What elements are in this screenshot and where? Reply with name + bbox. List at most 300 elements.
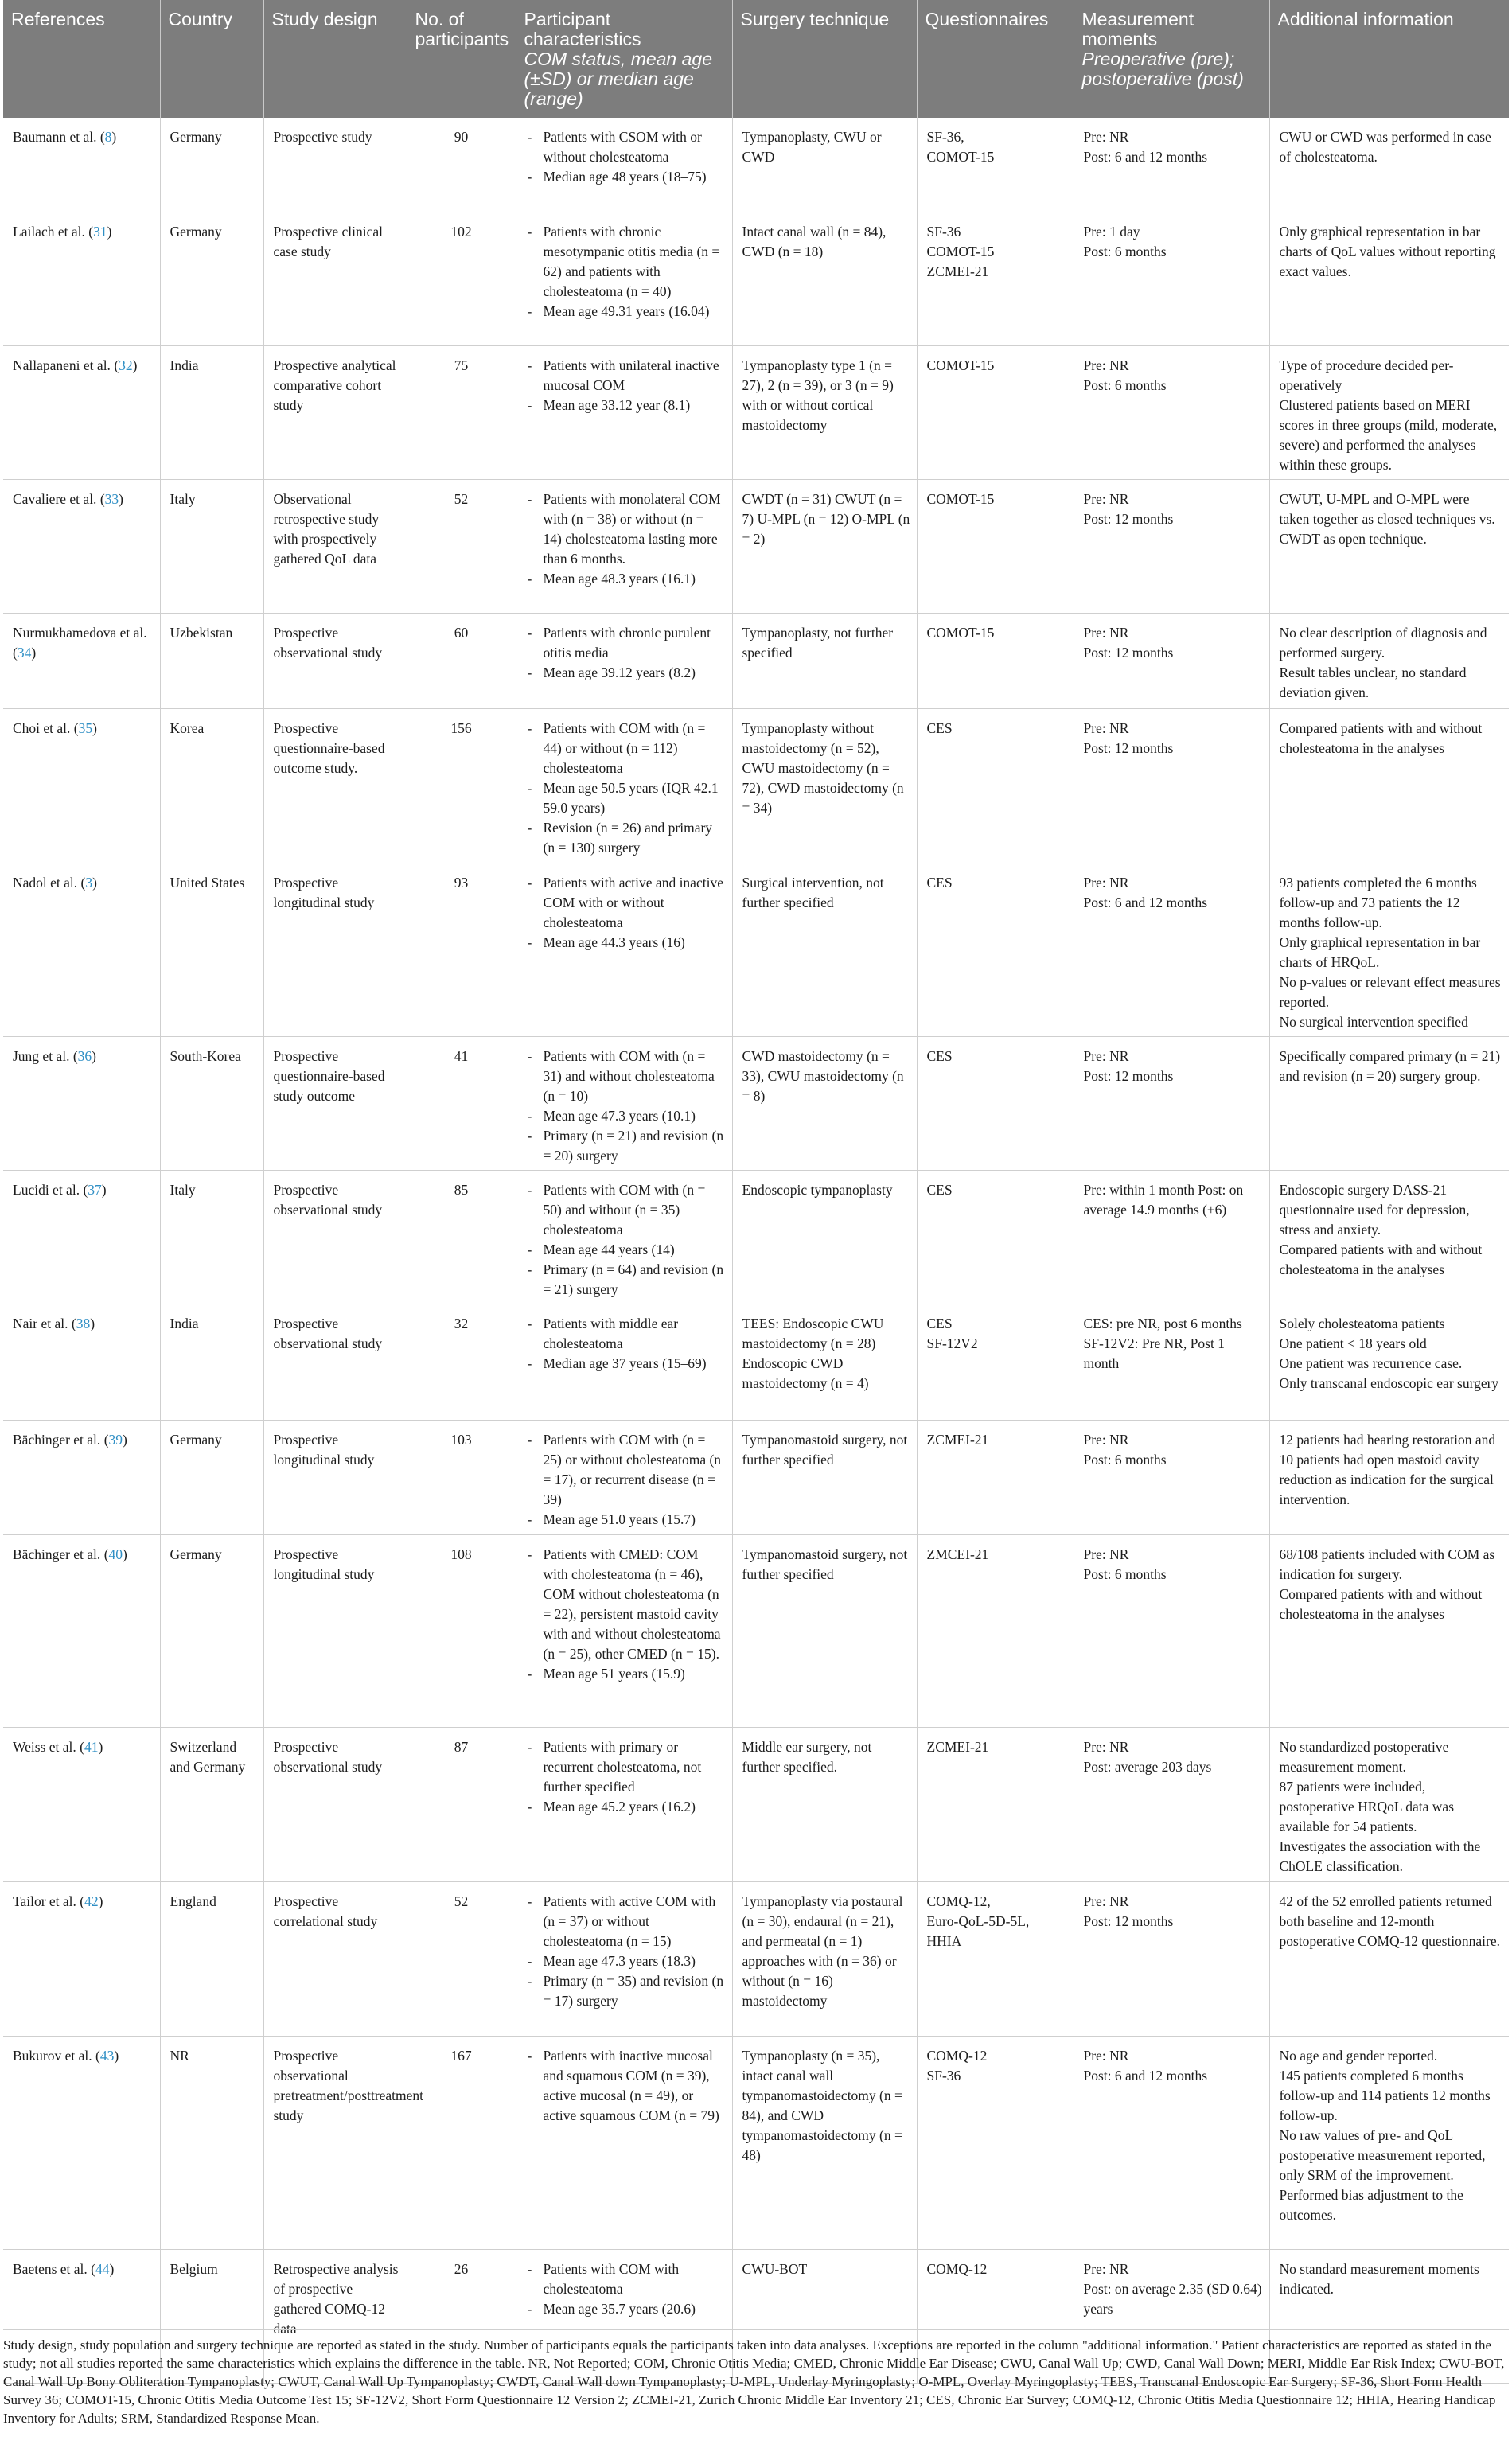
questionnaires-cell	[917, 212, 1074, 345]
characteristic-item: - Primary (n = 35) and revision (n = 17) surgery	[526, 1971, 726, 2011]
characteristics-cell	[516, 863, 732, 1036]
measurement-moments-cell	[1074, 613, 1269, 708]
additional-info-line: 68/108 patients included with COM as indication for surgery.	[1279, 1546, 1495, 1582]
additional-info-line: Result tables unclear, no standard deviation given.	[1279, 664, 1467, 700]
characteristics-list	[526, 1737, 726, 1817]
column-header-additional-information	[1269, 0, 1509, 118]
questionnaire-item: COMQ-12,	[926, 1893, 991, 1909]
country-cell: India	[160, 345, 263, 479]
additional-info-cell	[1269, 1534, 1509, 1727]
characteristics-cell	[516, 1036, 732, 1170]
characteristic-item: - Patients with CMED: COM with cholesteatoma (n = 46), COM without cholesteatoma (n = 22), persistent mastoid cavity with and without cholesteatoma (n = 25), other CMED (n = 15).	[526, 1545, 726, 1664]
questionnaire-item: COMOT-15	[926, 357, 995, 373]
reference-cell: Bächinger et al. (39)	[3, 1420, 160, 1534]
column-header-label: Additional information	[1277, 9, 1454, 29]
additional-info-cell	[1269, 1304, 1509, 1420]
reference-cell: Nurmukhamedova et al. (34)	[3, 613, 160, 708]
questionnaires-cell	[917, 1727, 1074, 1881]
characteristics-cell	[516, 1420, 732, 1534]
characteristics-cell	[516, 2036, 732, 2249]
table-header	[3, 0, 1509, 118]
study-design-cell: Prospective longitudinal study	[263, 1534, 407, 1727]
participants-cell: 87	[407, 1727, 516, 1881]
surgery-technique-cell: Surgical intervention, not further specified	[732, 863, 917, 1036]
measurement-moment: Pre: NR	[1083, 357, 1129, 373]
reference-cell: Nadol et al. (3)	[3, 863, 160, 1036]
column-header-sublabel: Preoperative (pre); postoperative (post)	[1081, 49, 1244, 89]
participants-cell: 52	[407, 479, 516, 613]
surgery-technique-cell: Tympanomastoid surgery, not further specified	[732, 1534, 917, 1727]
measurement-moment: Pre: within 1 month Post: on average 14.9 months (±6)	[1083, 1181, 1244, 1218]
questionnaire-item: CES	[926, 1181, 953, 1198]
characteristics-list	[526, 1047, 726, 1166]
measurement-moment: Post: 6 and 12 months	[1083, 894, 1208, 910]
characteristic-item: - Patients with active COM with (n = 37) or without cholesteatoma (n = 15)	[526, 1892, 726, 1951]
additional-info-cell	[1269, 1881, 1509, 2036]
questionnaires-cell	[917, 118, 1074, 212]
additional-info-line: No clear description of diagnosis and performed surgery.	[1279, 624, 1487, 661]
questionnaire-item: SF-36	[926, 2067, 961, 2084]
reference-cell: Lucidi et al. (37)	[3, 1170, 160, 1304]
additional-info-cell	[1269, 345, 1509, 479]
reference-author: Lucidi et al.	[13, 1181, 80, 1198]
measurement-moments-cell	[1074, 1036, 1269, 1170]
additional-info-line: No standard measurement moments indicated.	[1279, 2260, 1479, 2297]
characteristic-item: - Mean age 49.31 years (16.04)	[526, 302, 726, 322]
additional-info-line: Only transcanal endoscopic ear surgery	[1279, 1374, 1499, 1391]
reference-link[interactable]: 39	[108, 1431, 123, 1448]
characteristics-list	[526, 2259, 726, 2319]
column-header-label: Measurement moments	[1081, 9, 1194, 49]
reference-cell: Cavaliere et al. (33)	[3, 479, 160, 613]
additional-info-cell	[1269, 212, 1509, 345]
table-row	[3, 708, 1509, 863]
questionnaires-cell	[917, 1170, 1074, 1304]
column-header-participants	[407, 0, 516, 118]
additional-info-line: 87 patients were included, postoperative HRQoL data was available for 54 patients.	[1279, 1778, 1455, 1834]
additional-info-line: No p-values or relevant effect measures reported.	[1279, 973, 1501, 1010]
questionnaire-item: ZCMEI-21	[926, 1431, 989, 1448]
characteristic-item: - Patients with COM with (n = 25) or without cholesteatoma (n = 17), or recurrent disease (n = 39)	[526, 1430, 726, 1510]
country-cell: Korea	[160, 708, 263, 863]
additional-info-line: Endoscopic surgery DASS-21 questionnaire used for depression, stress and anxiety.	[1279, 1181, 1470, 1238]
questionnaires-cell	[917, 1420, 1074, 1534]
characteristics-list	[526, 1314, 726, 1374]
table-row	[3, 613, 1509, 708]
surgery-technique-cell: Tympanoplasty type 1 (n = 27), 2 (n = 39), or 3 (n = 9) with or without cortical mastoidectomy	[732, 345, 917, 479]
measurement-moment: Post: 12 months	[1083, 644, 1174, 661]
reference-cell: Lailach et al. (31)	[3, 212, 160, 345]
reference-link[interactable]: 44	[95, 2260, 110, 2277]
additional-info-line: Specifically compared primary (n = 21) and revision (n = 20) surgery group.	[1279, 1047, 1501, 1084]
characteristic-item: - Mean age 45.2 years (16.2)	[526, 1797, 726, 1817]
measurement-moment: SF-12V2: Pre NR, Post 1 month	[1083, 1335, 1225, 1371]
characteristics-list	[526, 719, 726, 858]
additional-info-line: 145 patients completed 6 months follow-up and 114 patients 12 months follow-up.	[1279, 2067, 1491, 2123]
reference-author: Bächinger et al.	[13, 1546, 101, 1562]
additional-info-line: One patient was recurrence case.	[1279, 1355, 1463, 1371]
reference-cell: Nallapaneni et al. (32)	[3, 345, 160, 479]
questionnaires-cell	[917, 613, 1074, 708]
country-cell: Italy	[160, 479, 263, 613]
country-cell: Germany	[160, 1420, 263, 1534]
table-footnote: Study design, study population and surgery technique are reported as stated in the study. Number of participants equals the participants taken into data analyses. Exceptions are reported in the column "additional information." Patient characteristics are reported as stated in the study; not all studies reported the same characteristics which explains the difference in the table. NR, Not Reported; COM, Chronic Otitis Media; CMED, Chronic Middle Ear Disease; CWU, Canal Wall Up; CWD, Canal Wall Down; MERI, Middle Ear Risk Index; CWU-BOT, Canal Wall Up Bony Obliteration Tympanoplasty; CWUT, Canal Wall Up Tympanoplasty; CWDT, Canal Wall down Tympanoplasty; U-MPL, Underlay Myringoplasty; O-MPL, Overlay Myringoplasty; TEES, Transcanal Endoscopic Ear Surgery; SF-36, Short Form Health Survey 36; COMOT-15, Chronic Otitis Media Outcome Test 15; SF-12V2, Short Form Questionnaire 12 Version 2; ZCMEI-21, Zurich Chronic Middle Ear Inventory 21; CES, Chronic Ear Survey; COMQ-12, Chronic Otitis Media Questionnaire 12; HHIA, Hearing Handicap Inventory for Adults; SRM, Standardized Response Mean.	[3, 2329, 1509, 2427]
questionnaire-item: COMOT-15	[926, 490, 995, 507]
surgery-technique-cell: CWU-BOT	[732, 2249, 917, 2383]
additional-info-line: Type of procedure decided per-operatively	[1279, 357, 1454, 393]
questionnaire-item: CES	[926, 874, 953, 891]
study-design-cell: Retrospective analysis of prospective gathered COMQ-12 data	[263, 2249, 407, 2383]
reference-link[interactable]: 35	[78, 719, 93, 736]
country-cell: Germany	[160, 118, 263, 212]
characteristics-cell	[516, 1304, 732, 1420]
measurement-moments-cell	[1074, 1170, 1269, 1304]
country-cell: United States	[160, 863, 263, 1036]
questionnaire-item: COMQ-12	[926, 2047, 988, 2064]
reference-author: Baetens et al.	[13, 2260, 88, 2277]
additional-info-cell	[1269, 118, 1509, 212]
characteristic-item: - Mean age 33.12 year (8.1)	[526, 396, 726, 415]
additional-info-cell	[1269, 479, 1509, 613]
additional-info-line: Solely cholesteatoma patients	[1279, 1315, 1445, 1331]
characteristic-item: - Patients with COM with (n = 44) or without (n = 112) cholesteatoma	[526, 719, 726, 778]
reference-link[interactable]: 33	[104, 490, 119, 507]
characteristic-item: - Primary (n = 21) and revision (n = 20) surgery	[526, 1126, 726, 1166]
questionnaire-item: CES	[926, 1047, 953, 1064]
participants-cell: 52	[407, 1881, 516, 2036]
study-design-cell: Prospective study	[263, 118, 407, 212]
questionnaire-item: CES	[926, 719, 953, 736]
study-design-cell: Prospective questionnaire-based outcome study.	[263, 708, 407, 863]
reference-cell: Weiss et al. (41)	[3, 1727, 160, 1881]
participants-cell: 26	[407, 2249, 516, 2383]
measurement-moment: Pre: NR	[1083, 1546, 1129, 1562]
reference-link[interactable]: 43	[99, 2047, 115, 2064]
measurement-moment: Post: on average 2.35 (SD 0.64) years	[1083, 2280, 1262, 2317]
questionnaire-item: SF-12V2	[926, 1335, 978, 1351]
characteristic-item: - Patients with unilateral inactive mucosal COM	[526, 356, 726, 396]
characteristics-list	[526, 873, 726, 953]
characteristics-cell	[516, 1727, 732, 1881]
reference-author: Cavaliere et al.	[13, 490, 97, 507]
characteristic-item: - Patients with COM with (n = 31) and without cholesteatoma (n = 10)	[526, 1047, 726, 1106]
measurement-moment: Pre: NR	[1083, 490, 1129, 507]
additional-info-line: 12 patients had hearing restoration and 10 patients had open mastoid cavity reduction as indication for the surgical intervention.	[1279, 1431, 1496, 1507]
column-header-measurement-moments	[1074, 0, 1269, 118]
additional-info-line: Clustered patients based on MERI scores in three groups (mild, moderate, severe) and performed the analyses within these groups.	[1279, 396, 1498, 473]
characteristic-item: - Patients with primary or recurrent cholesteatoma, not further specified	[526, 1737, 726, 1797]
questionnaire-item: Euro-QoL-5D-5L,	[926, 1912, 1030, 1929]
additional-info-line: No standardized postoperative measurement moment.	[1279, 1738, 1449, 1775]
characteristics-list	[526, 127, 726, 187]
characteristic-item: - Patients with chronic purulent otitis media	[526, 623, 726, 663]
country-cell: Germany	[160, 212, 263, 345]
questionnaires-cell	[917, 708, 1074, 863]
surgery-technique-cell: CWD mastoidectomy (n = 33), CWU mastoidectomy (n = 8)	[732, 1036, 917, 1170]
measurement-moment: Pre: NR	[1083, 874, 1129, 891]
column-header-sublabel: COM status, mean age (±SD) or median age (range)	[524, 49, 712, 109]
column-header-country	[160, 0, 263, 118]
participants-cell: 102	[407, 212, 516, 345]
table-row	[3, 1727, 1509, 1881]
additional-info-line: No raw values of pre- and QoL postoperative measurement reported, only SRM of the improvement.	[1279, 2127, 1486, 2183]
study-design-cell: Prospective longitudinal study	[263, 1420, 407, 1534]
measurement-moment: Post: 12 months	[1083, 1067, 1174, 1084]
characteristics-cell	[516, 1170, 732, 1304]
surgery-technique-cell: TEES: Endoscopic CWU mastoidectomy (n = 28) Endoscopic CWD mastoidectomy (n = 4)	[732, 1304, 917, 1420]
characteristic-item: - Mean age 47.3 years (10.1)	[526, 1106, 726, 1126]
questionnaire-item: SF-36	[926, 223, 961, 240]
characteristics-cell	[516, 345, 732, 479]
additional-info-cell	[1269, 2036, 1509, 2249]
study-design-cell: Prospective analytical comparative cohort study	[263, 345, 407, 479]
country-cell: England	[160, 1881, 263, 2036]
column-header-references	[3, 0, 160, 118]
surgery-technique-cell: Tympanoplasty via postaural (n = 30), endaural (n = 21), and permeatal (n = 1) approaches with (n = 36) or without (n = 16) mastoidectomy	[732, 1881, 917, 2036]
additional-info-line: Compared patients with and without cholesteatoma in the analyses	[1279, 719, 1483, 756]
measurement-moment: Pre: NR	[1083, 1047, 1129, 1064]
characteristic-item: - Patients with middle ear cholesteatoma	[526, 1314, 726, 1354]
characteristic-item: - Median age 37 years (15–69)	[526, 1354, 726, 1374]
additional-info-cell	[1269, 863, 1509, 1036]
surgery-technique-cell: Tympanoplasty, CWU or CWD	[732, 118, 917, 212]
participants-cell: 32	[407, 1304, 516, 1420]
measurement-moment: Post: 12 months	[1083, 739, 1174, 756]
measurement-moment: CES: pre NR, post 6 months	[1083, 1315, 1242, 1331]
country-cell: Uzbekistan	[160, 613, 263, 708]
measurement-moment: Pre: NR	[1083, 129, 1129, 145]
reference-author: Jung et al.	[13, 1047, 70, 1064]
participants-cell: 75	[407, 345, 516, 479]
measurement-moment: Post: average 203 days	[1083, 1758, 1212, 1775]
literature-table	[3, 0, 1509, 2384]
study-design-cell: Prospective observational pretreatment/posttreatment study	[263, 2036, 407, 2249]
measurement-moments-cell	[1074, 1534, 1269, 1727]
measurement-moment: Post: 6 and 12 months	[1083, 2067, 1208, 2084]
questionnaire-item: COMOT-15	[926, 149, 995, 165]
measurement-moment: Post: 12 months	[1083, 510, 1174, 527]
characteristic-item: - Revision (n = 26) and primary (n = 130) surgery	[526, 818, 726, 858]
reference-link[interactable]: 31	[93, 223, 107, 240]
characteristics-list	[526, 1430, 726, 1530]
surgery-technique-cell: Intact canal wall (n = 84), CWD (n = 18)	[732, 212, 917, 345]
column-header-questionnaires	[917, 0, 1074, 118]
questionnaires-cell	[917, 1534, 1074, 1727]
measurement-moment: Pre: 1 day	[1083, 223, 1140, 240]
reference-cell: Bukurov et al. (43)	[3, 2036, 160, 2249]
additional-info-line: No age and gender reported.	[1279, 2047, 1438, 2064]
study-design-cell: Observational retrospective study with prospectively gathered QoL data	[263, 479, 407, 613]
measurement-moments-cell	[1074, 118, 1269, 212]
reference-link[interactable]: 40	[108, 1546, 123, 1562]
characteristic-item: - Mean age 44 years (14)	[526, 1240, 726, 1260]
reference-author: Bukurov et al.	[13, 2047, 92, 2064]
reference-cell: Baumann et al. (8)	[3, 118, 160, 212]
table-row	[3, 1304, 1509, 1420]
reference-author: Nadol et al.	[13, 874, 78, 891]
study-design-cell: Prospective observational study	[263, 1304, 407, 1420]
questionnaires-cell	[917, 1881, 1074, 2036]
study-design-cell: Prospective clinical case study	[263, 212, 407, 345]
study-design-cell: Prospective observational study	[263, 613, 407, 708]
measurement-moments-cell	[1074, 212, 1269, 345]
measurement-moments-cell	[1074, 479, 1269, 613]
characteristics-cell	[516, 479, 732, 613]
table-row	[3, 345, 1509, 479]
surgery-technique-cell: CWDT (n = 31) CWUT (n = 7) U-MPL (n = 12) O-MPL (n = 2)	[732, 479, 917, 613]
participants-cell: 93	[407, 863, 516, 1036]
reference-cell: Tailor et al. (42)	[3, 1881, 160, 2036]
additional-info-line: Investigates the association with the ChOLE classification.	[1279, 1838, 1481, 1874]
column-header-label: Surgery technique	[740, 9, 890, 29]
reference-cell: Jung et al. (36)	[3, 1036, 160, 1170]
additional-info-cell	[1269, 1727, 1509, 1881]
measurement-moments-cell	[1074, 1420, 1269, 1534]
characteristic-item: - Mean age 51.0 years (15.7)	[526, 1510, 726, 1530]
characteristic-item: - Mean age 47.3 years (18.3)	[526, 1951, 726, 1971]
measurement-moment: Post: 6 and 12 months	[1083, 149, 1208, 165]
country-cell: NR	[160, 2036, 263, 2249]
table-row	[3, 1170, 1509, 1304]
reference-link[interactable]: 41	[84, 1738, 99, 1755]
additional-info-line: One patient < 18 years old	[1279, 1335, 1427, 1351]
additional-info-line: Only graphical representation in bar charts of HRQoL.	[1279, 934, 1481, 970]
questionnaire-item: SF-36,	[926, 129, 964, 145]
reference-link[interactable]: 8	[104, 129, 112, 145]
column-header-study-design	[263, 0, 407, 118]
measurement-moment: Pre: NR	[1083, 719, 1129, 736]
reference-author: Choi et al.	[13, 719, 71, 736]
characteristic-item: - Patients with CSOM with or without cholesteatoma	[526, 127, 726, 167]
measurement-moments-cell	[1074, 1881, 1269, 2036]
column-header-surgery-technique	[732, 0, 917, 118]
reference-author: Lailach et al.	[13, 223, 85, 240]
participants-cell: 156	[407, 708, 516, 863]
characteristics-cell	[516, 1534, 732, 1727]
measurement-moment: Post: 6 months	[1083, 1451, 1167, 1468]
table-row	[3, 863, 1509, 1036]
reference-link[interactable]: 38	[76, 1315, 91, 1331]
questionnaire-item: ZCMEI-21	[926, 1738, 989, 1755]
characteristic-item: - Patients with COM with (n = 50) and without (n = 35) cholesteatoma	[526, 1180, 726, 1240]
questionnaire-item: ZCMEI-21	[926, 263, 989, 279]
additional-info-line: CWU or CWD was performed in case of cholesteatoma.	[1279, 129, 1491, 165]
country-cell: Italy	[160, 1170, 263, 1304]
measurement-moment: Pre: NR	[1083, 1893, 1129, 1909]
table-body	[3, 118, 1509, 2383]
reference-author: Bächinger et al.	[13, 1431, 101, 1448]
reference-cell: Choi et al. (35)	[3, 708, 160, 863]
characteristic-item: - Patients with COM with cholesteatoma	[526, 2259, 726, 2299]
surgery-technique-cell: Tympanoplasty, not further specified	[732, 613, 917, 708]
reference-cell: Nair et al. (38)	[3, 1304, 160, 1420]
table-row	[3, 1534, 1509, 1727]
country-cell: India	[160, 1304, 263, 1420]
measurement-moments-cell	[1074, 1304, 1269, 1420]
surgery-technique-cell: Tympanomastoid surgery, not further specified	[732, 1420, 917, 1534]
measurement-moment: Pre: NR	[1083, 2260, 1129, 2277]
reference-link[interactable]: 34	[17, 644, 32, 661]
measurement-moment: Post: 6 months	[1083, 376, 1167, 393]
measurement-moment: Post: 6 months	[1083, 1565, 1167, 1582]
additional-info-cell	[1269, 613, 1509, 708]
questionnaire-item: COMOT-15	[926, 243, 995, 259]
header-row	[3, 0, 1509, 118]
questionnaires-cell	[917, 1036, 1074, 1170]
questionnaires-cell	[917, 479, 1074, 613]
reference-link[interactable]: 37	[88, 1181, 102, 1198]
characteristics-list	[526, 1892, 726, 2011]
characteristic-item: - Mean age 39.12 years (8.2)	[526, 663, 726, 683]
measurement-moments-cell	[1074, 1727, 1269, 1881]
measurement-moment: Pre: NR	[1083, 2047, 1129, 2064]
table-row	[3, 2036, 1509, 2249]
study-design-cell: Prospective correlational study	[263, 1881, 407, 2036]
reference-link[interactable]: 36	[77, 1047, 92, 1064]
column-header-label: References	[11, 9, 105, 29]
characteristics-list	[526, 2046, 726, 2126]
characteristics-cell	[516, 118, 732, 212]
column-header-characteristics	[516, 0, 732, 118]
characteristics-cell	[516, 1881, 732, 2036]
measurement-moments-cell	[1074, 2036, 1269, 2249]
column-header-label: Study design	[271, 9, 378, 29]
column-header-label: Questionnaires	[925, 9, 1049, 29]
questionnaires-cell	[917, 345, 1074, 479]
reference-link[interactable]: 3	[85, 874, 93, 891]
reference-author: Tailor et al.	[13, 1893, 76, 1909]
characteristics-list	[526, 489, 726, 589]
characteristic-item: - Primary (n = 64) and revision (n = 21) surgery	[526, 1260, 726, 1300]
questionnaires-cell	[917, 1304, 1074, 1420]
study-design-cell: Prospective observational study	[263, 1727, 407, 1881]
characteristics-list	[526, 356, 726, 415]
reference-author: Weiss et al.	[13, 1738, 76, 1755]
characteristic-item: - Mean age 48.3 years (16.1)	[526, 569, 726, 589]
additional-info-line: 42 of the 52 enrolled patients returned both baseline and 12-month postoperative COMQ-12 questionnaire.	[1279, 1893, 1501, 1949]
participants-cell: 103	[407, 1420, 516, 1534]
country-cell: Belgium	[160, 2249, 263, 2383]
surgery-technique-cell: Tympanoplasty (n = 35), intact canal wall tympanomastoidectomy (n = 84), and CWD tympanomastoidectomy (n = 48)	[732, 2036, 917, 2249]
additional-info-line: No surgical intervention specified	[1279, 1013, 1468, 1030]
reference-cell: Baetens et al. (44)	[3, 2249, 160, 2383]
reference-author: Nurmukhamedova et al.	[13, 624, 147, 641]
reference-author: Nallapaneni et al.	[13, 357, 111, 373]
additional-info-cell	[1269, 1036, 1509, 1170]
participants-cell: 41	[407, 1036, 516, 1170]
measurement-moments-cell	[1074, 863, 1269, 1036]
measurement-moment: Pre: NR	[1083, 1431, 1129, 1448]
reference-link[interactable]: 32	[119, 357, 133, 373]
reference-link[interactable]: 42	[84, 1893, 99, 1909]
characteristic-item: - Patients with active and inactive COM with or without cholesteatoma	[526, 873, 726, 933]
characteristic-item: - Mean age 44.3 years (16)	[526, 933, 726, 953]
questionnaires-cell	[917, 2036, 1074, 2249]
characteristics-list	[526, 1180, 726, 1300]
surgery-technique-cell: Tympanoplasty without mastoidectomy (n = 52), CWU mastoidectomy (n = 72), CWD mastoidectomy (n = 34)	[732, 708, 917, 863]
measurement-moments-cell	[1074, 708, 1269, 863]
additional-info-line: Compared patients with and without cholesteatoma in the analyses	[1279, 1585, 1483, 1622]
additional-info-line: Performed bias adjustment to the outcomes.	[1279, 2186, 1463, 2223]
surgery-technique-cell: Middle ear surgery, not further specified.	[732, 1727, 917, 1881]
table-row	[3, 1036, 1509, 1170]
additional-info-cell	[1269, 708, 1509, 863]
questionnaire-item: COMQ-12	[926, 2260, 988, 2277]
measurement-moments-cell	[1074, 345, 1269, 479]
characteristic-item: - Mean age 50.5 years (IQR 42.1–59.0 years)	[526, 778, 726, 818]
characteristics-list	[526, 222, 726, 322]
study-design-cell: Prospective longitudinal study	[263, 863, 407, 1036]
